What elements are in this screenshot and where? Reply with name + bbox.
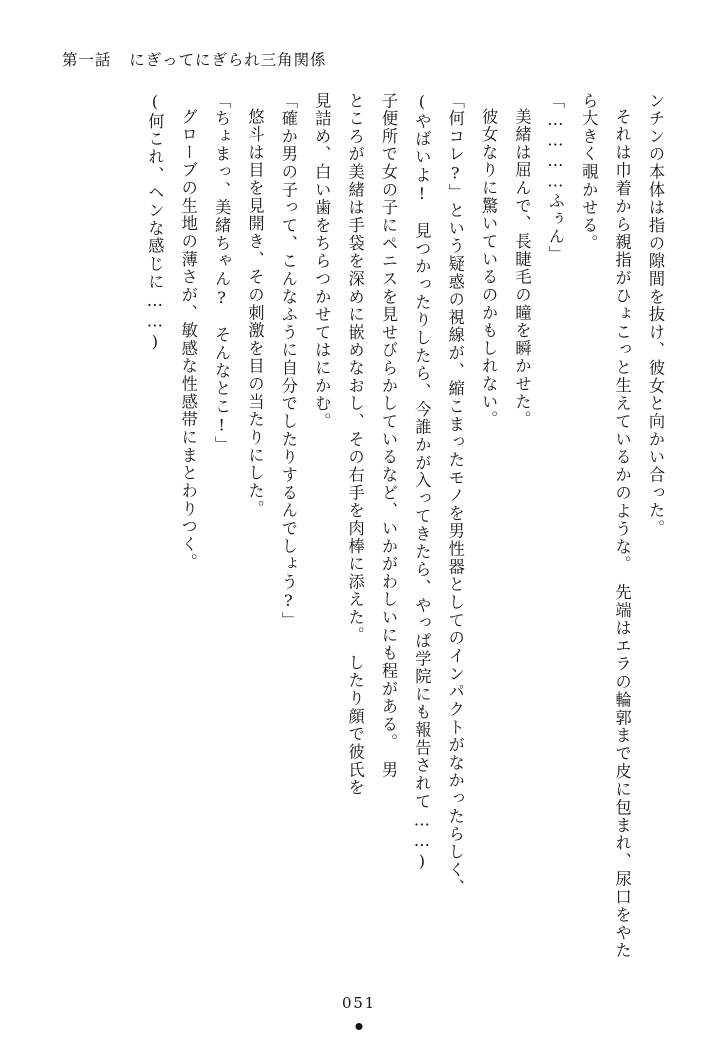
paragraph: 子便所で女の子にペニスを見せびらかしているなど、いかがわしいにも程がある。 男 <box>379 92 398 779</box>
paragraph: 見詰め、白い歯をちらつかせてはにかむ。 <box>312 92 332 431</box>
body-text-area <box>56 92 672 960</box>
paragraph: 彼女なりに驚いているのかもしれない。 <box>479 108 499 429</box>
paragraph: (やばいよ! 見つかったりしたら、今誰かが入ってきたら、やっぱ学院にも報告されて……) <box>412 92 432 873</box>
paragraph: (何これ、ヘンな感じに……) <box>145 92 165 353</box>
paragraph: 美緒は屈んで、長睫毛の瞳を瞬かせた。 <box>512 108 532 429</box>
folio-dot-marker <box>356 1023 363 1030</box>
page-number: 051 <box>341 994 377 1012</box>
paragraph: ところが美緒は手袋を深めに嵌めなおし、その右手を肉棒に添えた。 したり顔で彼氏を <box>345 92 365 797</box>
paragraph: ンチンの本体は指の隙間を抜け、彼女と向かい合った。 <box>646 92 665 538</box>
paragraph: 「…………ふぅん」 <box>545 92 565 264</box>
paragraph: 「ちょまっ、美緒ちゃん? そんなとこ!」 <box>212 92 232 454</box>
paragraph: 悠斗は目を見開き、その刺激を目の当たりにした。 <box>245 108 265 519</box>
vertical-text-column <box>56 92 672 960</box>
paragraph: 「確か男の子って、こんなふうに自分でしたりするんでしょう?」 <box>278 92 298 630</box>
running-head-chapter-number: 第一話 <box>62 51 112 69</box>
paragraph: グローブの生地の薄さが、敏感な性感帯にまとわりつく。 <box>178 108 198 572</box>
running-head <box>62 48 326 70</box>
running-head-chapter-title: にぎってにぎられ三角関係 <box>129 51 327 69</box>
paragraph: それは巾着から親指がひょこっと生えているかのような。 先端はエラの輪郭まで皮に包まれ、尿口をやたら大きく覗かせる。 <box>579 92 632 960</box>
paragraph: 「何コレ?」という疑惑の視線が、縮こまったモノを男性器としてのインパクトがなかったらしく、 <box>445 92 465 897</box>
